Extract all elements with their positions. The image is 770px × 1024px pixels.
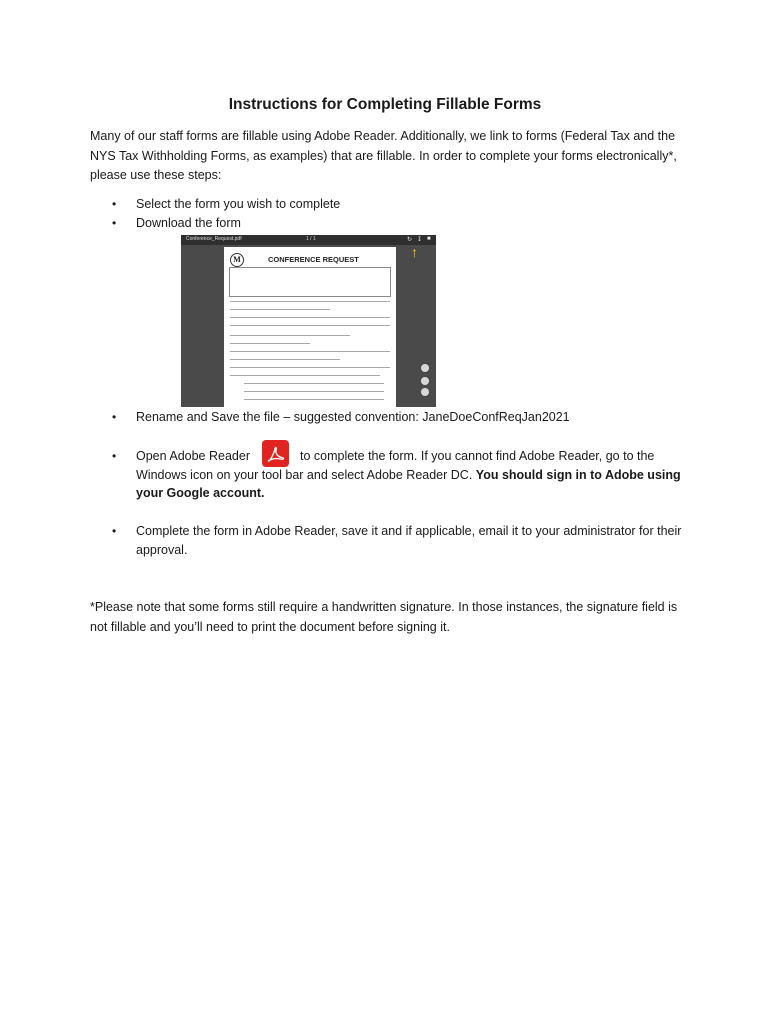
up-arrow-icon: ↑ [411,244,418,260]
step-open [112,447,682,503]
form-line [244,391,384,392]
step-complete-text: Complete the form in Adobe Reader, save it and if applicable, email it to your administrator for their approval. [136,524,682,557]
step-complete [112,522,682,559]
step-download-text: Download the form [136,216,241,230]
step-download [112,214,241,233]
form-line [230,301,390,302]
form-logo: M [230,253,244,267]
form-line [244,399,384,400]
form-line [230,317,390,318]
page-title: Instructions for Completing Fillable Forms [228,96,542,113]
adobe-pdf-icon [262,440,289,467]
step-select-text: Select the form you wish to complete [136,197,341,211]
step-open-detail: to complete the form. If you cannot find Adobe Reader, go to the Windows icon on your tool bar and select Adobe Reader DC. [136,449,655,482]
viewer-side-button [421,388,429,396]
form-preview [224,247,396,407]
form-line [230,309,330,310]
download-screenshot [181,235,436,407]
step-open-text [136,447,682,503]
bullet: • [112,197,117,211]
bullet: • [112,410,117,424]
form-line [230,367,390,368]
bullet: • [112,449,117,463]
form-line [230,343,310,344]
download-icon: ↧ [417,237,423,243]
viewer-page-indicator: 1 / 1 [306,236,316,242]
viewer-toolbar [181,235,436,245]
intro-paragraph: Many of our staff forms are fillable using Adobe Reader. Additionally, we link to forms (Federal Tax and the NYS Tax Withholding Forms, as examples) that are fillable. In order to complete your forms electronically*, please use these steps: [90,129,677,182]
step-open-signin: You should sign in to Adobe using your Google account. [136,467,681,500]
form-line [230,351,390,352]
form-line [230,335,350,336]
signature-note: *Please note that some forms still require a handwritten signature. In those instances, the signature field is not fillable and you’ll need to print the document before signing it. [90,600,678,634]
print-icon: ■ [427,236,431,242]
viewer-side-button [421,364,429,372]
viewer-filename: Conference_Request.pdf [186,236,242,242]
step-rename [112,408,570,427]
form-line [230,359,340,360]
step-select [112,195,340,214]
form-line [244,383,384,384]
form-instructions-box [229,267,391,297]
viewer-side-button [421,377,429,385]
step-rename-text: Rename and Save the file – suggested convention: JaneDoeConfReqJan2021 [136,410,570,424]
form-line [230,325,390,326]
bullet: • [112,216,117,230]
form-title: CONFERENCE REQUEST [268,255,359,264]
step-open-lead: Open Adobe Reader [136,449,250,463]
bullet: • [112,524,117,538]
rotate-icon: ↻ [407,237,413,243]
form-line [230,375,380,376]
